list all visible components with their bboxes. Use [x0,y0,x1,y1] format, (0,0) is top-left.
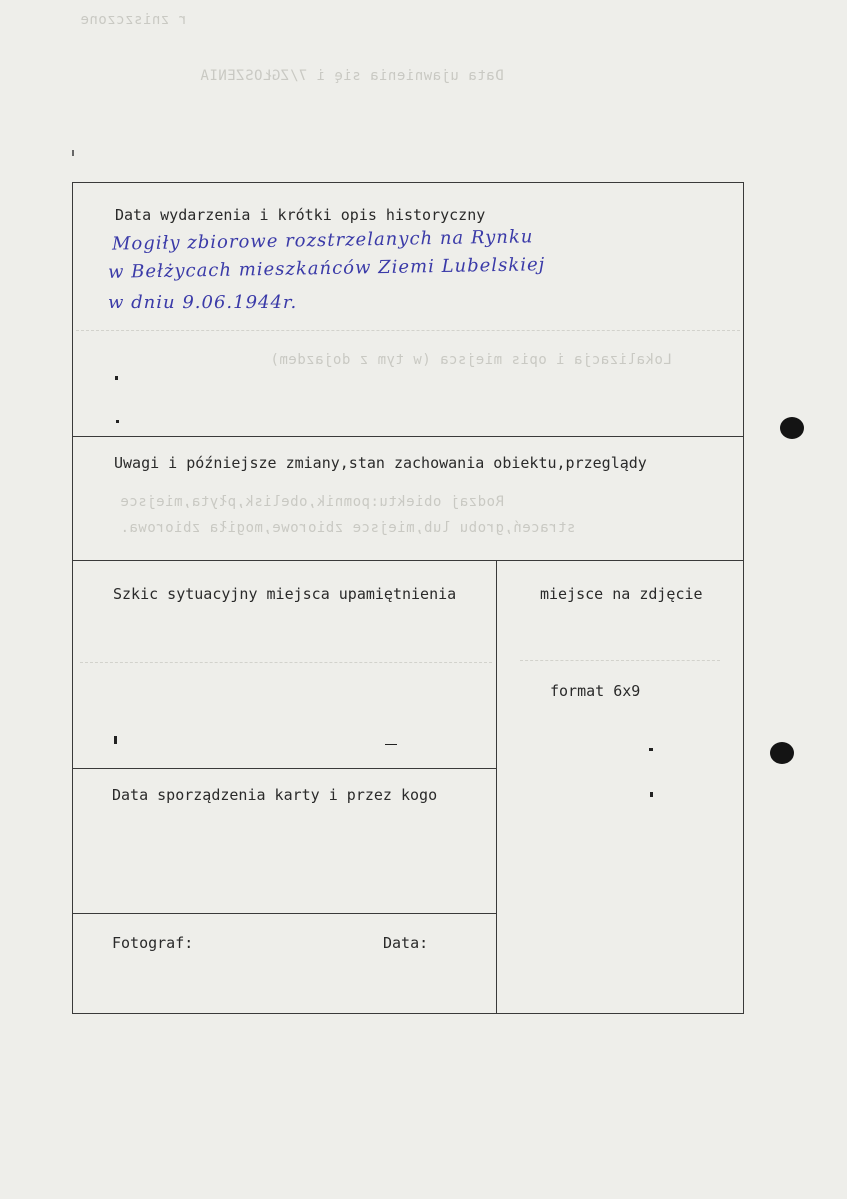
photographer-label: Fotograf: [112,934,194,952]
ink-mark [116,420,119,423]
section-prepared-by-label: Data sporządzenia karty i przez kogo [112,786,438,804]
bleed-through-text: r zniszczone [80,12,188,28]
section-event-label: Data wydarzenia i krótki opis historyczny [115,206,486,224]
bleed-through-text: Lokalizacja i opis miejsca (w tym z dojazdem) [270,352,672,368]
bleed-through-text: Data ujawnienia się i 7/ZGŁOSZENIA [200,68,504,84]
punch-hole [770,742,794,764]
column-divider [496,560,497,1014]
bleed-through-text: Rodzaj obiektu:pomnik,obelisk,płyta,miejsce [120,494,504,510]
date-label: Data: [383,934,429,952]
ink-mark [72,150,74,156]
ink-mark [385,744,397,745]
punch-hole [780,417,804,439]
section-sketch-label: Szkic sytuacyjny miejsca upamiętnienia [113,585,457,603]
section-divider [72,913,496,914]
ink-mark [115,376,118,380]
guide-line [520,660,720,661]
handwritten-line: w dniu 9.06.1944r. [108,292,298,313]
handwritten-line: Mogiły zbiorowe rozstrzelanych na Rynku [111,226,534,255]
handwritten-line: w Bełżycach mieszkańców Ziemi Lubelskiej [107,254,546,283]
ink-mark [114,736,117,744]
section-divider [72,768,496,769]
guide-line [80,662,492,663]
guide-line [76,330,740,331]
ink-mark [649,748,653,751]
photo-placeholder-label: miejsce na zdjęcie [540,585,703,603]
bleed-through-text: straceń,grobu lub,miejsce zbiorowe,mogiła zbiorowa. [120,520,576,536]
section-divider [72,436,744,437]
section-divider [72,560,744,561]
photo-format-label: format 6x9 [550,682,641,700]
section-remarks-label: Uwagi i późniejsze zmiany,stan zachowania obiektu,przeglądy [114,454,647,472]
ink-mark [650,792,653,797]
